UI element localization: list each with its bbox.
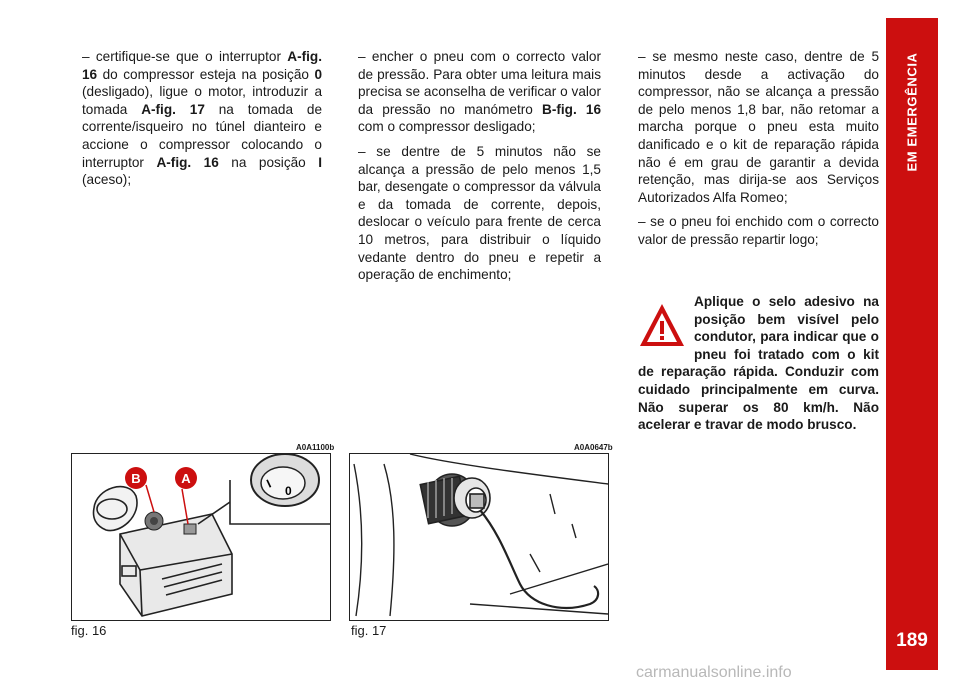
paragraph: – se o pneu foi enchido com o correcto valor de pressão repartir logo; <box>638 214 879 247</box>
text: (aceso); <box>82 172 132 188</box>
figure-17-power-socket <box>349 453 609 621</box>
socket-illustration <box>350 454 608 620</box>
switch-position: I <box>318 154 323 170</box>
text: com o compressor desligado; <box>358 119 536 135</box>
switch-off-label: 0 <box>285 484 292 498</box>
callout-a: A <box>181 471 191 486</box>
figure-caption: fig. 17 <box>351 623 387 638</box>
text-column-1 <box>82 48 322 196</box>
paragraph: – se dentre de 5 minutos não se alcança a pressão de pelo menos 1,5 bar, desengate o compressor da válvula e da tomada de corrente, depois, deslocar o veículo para frente de cerca 10 metros, para distribuir o líquido vedante dentro do pneu e repetir a operação de enchimento; <box>358 143 601 283</box>
section-sidebar <box>886 18 938 670</box>
compressor-illustration <box>72 454 330 620</box>
figure-reference: A-fig. 16 <box>156 154 219 170</box>
figure-code: A0A1100b <box>296 443 335 452</box>
text: – encher o pneu com o correcto valor de pressão. Para obter uma leitura mais precisa se aconselha de verificar o valor da pressão no manómetro <box>358 49 601 117</box>
figure-reference: B-fig. 16 <box>542 101 602 117</box>
switch-position: 0 <box>314 66 322 82</box>
figure-reference: A-fig. 16 <box>82 49 322 82</box>
text: (desligado), ligue o motor, introduzir a tomada <box>82 84 322 117</box>
text: na tomada de corrente/isqueiro no túnel dianteiro e accione o compressor colocando o interruptor <box>82 101 322 170</box>
section-title-text: EM EMERGÊNCIA <box>904 52 920 172</box>
paragraph: – se mesmo neste caso, dentre de 5 minutos desde a activação do compressor, não se alcança a pressão de pelo menos 1,8 bar, não retomar a marcha porque o pneu esta muito danificado e o kit de reparação rápida não é em grau de garantir a devida retenção, mas dirija-se aos Serviços Autorizados Alfa Romeo; <box>638 49 879 205</box>
text-column-2 <box>358 48 601 291</box>
paragraph <box>82 48 322 189</box>
figure-16-compressor <box>71 453 331 621</box>
warning-text: Aplique o selo adesivo na posição bem visível pelo condutor, para indicar que o pneu foi tratado com o kit de reparação rápida. Conduzir com cuidado principalmente em curva. Não superar os 80 km/h. Não acelerar e travar de modo brusco. <box>638 294 879 433</box>
switch-on-label: I <box>264 476 274 491</box>
section-title <box>886 18 938 198</box>
text-column-3 <box>638 48 879 256</box>
paragraph <box>358 48 601 136</box>
figure-reference: A-fig. 17 <box>141 101 205 117</box>
figure-code: A0A0647b <box>574 443 613 452</box>
callout-b: B <box>131 471 141 486</box>
text: do compressor esteja na posição <box>97 66 315 82</box>
figure-caption: fig. 16 <box>71 623 107 638</box>
page-number: 189 <box>896 630 928 651</box>
watermark: carmanualsonline.info <box>636 664 792 681</box>
text: – certifique-se que o interruptor <box>82 49 288 64</box>
warning-note <box>638 293 879 434</box>
warning-triangle-icon <box>638 301 686 349</box>
text: na posição <box>218 154 319 170</box>
